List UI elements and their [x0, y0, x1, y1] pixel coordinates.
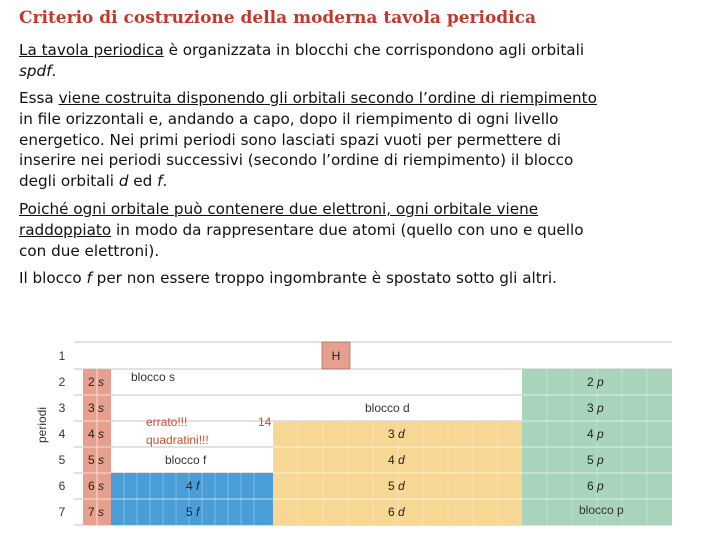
text-line: energetico. Nei primi periodi sono lasciati spazi vuoti per permettere di: [19, 130, 562, 149]
p-label-letter: p: [597, 479, 604, 493]
note-number: 14: [258, 415, 272, 429]
svg-text:2 s: [88, 375, 104, 389]
svg-text:4 d: [388, 453, 405, 467]
block-name: blocco f: [165, 453, 207, 467]
p-label-number: 6: [587, 479, 594, 493]
block-name: blocco d: [365, 401, 410, 415]
svg-text:blocco d: [365, 401, 410, 415]
svg-text:4 f: [186, 479, 201, 493]
underlined-text: La tavola periodica: [19, 41, 164, 59]
period-number: 2: [58, 375, 66, 389]
d-label-number: 3: [388, 427, 395, 441]
period-number: 6: [58, 479, 66, 493]
p-label-letter: p: [597, 401, 604, 415]
italic-text: d: [118, 172, 129, 191]
svg-text:5 s: [88, 453, 104, 467]
s-label-number: 7: [88, 505, 95, 519]
h-label: H: [331, 349, 341, 363]
d-label-number: 5: [388, 479, 395, 493]
d-label-letter: d: [398, 479, 405, 493]
text: .: [51, 61, 57, 80]
period-numbers: [59, 349, 66, 519]
svg-text:2 p: [587, 375, 604, 389]
svg-text:6 p: [587, 479, 604, 493]
p-label-letter: p: [597, 453, 604, 467]
text: ed: [128, 172, 158, 191]
underlined-text: Poiché ogni orbitale può contenere due elettroni, ogni orbitale viene: [19, 200, 539, 218]
svg-text:3 p: [587, 401, 604, 415]
svg-text:7 s: [88, 505, 104, 519]
p-label-letter: p: [597, 427, 604, 441]
f-label-letter: f: [196, 479, 200, 493]
s-label-number: 6: [88, 479, 95, 493]
svg-text:3 s: [88, 401, 104, 415]
s-label-letter: s: [98, 479, 105, 493]
block-name: blocco s: [131, 370, 176, 384]
s-label-number: 2: [88, 375, 95, 389]
note-quadratini: quadratini!!!: [146, 433, 209, 447]
text-line: con due elettroni).: [19, 241, 160, 260]
italic-text: f: [157, 172, 163, 191]
svg-text:blocco p: [579, 503, 624, 517]
s-label-letter: s: [98, 505, 105, 519]
axis-label: periodi: [35, 406, 49, 444]
svg-text:5 d: [388, 479, 405, 493]
period-number: 4: [58, 427, 66, 441]
p-label-number: 3: [587, 401, 594, 415]
f-label-number: 5: [186, 505, 193, 519]
svg-text:4 p: [587, 427, 604, 441]
note-errato: errato!!!: [146, 415, 188, 429]
text-line: inserire nei periodi successivi (secondo l’ordine di riempimento) il blocco: [19, 151, 574, 170]
italic-text: f: [86, 269, 92, 287]
s-label-letter: s: [98, 427, 105, 441]
svg-text:blocco s: [131, 370, 175, 384]
annotations: [146, 415, 272, 447]
s-label-number: 5: [88, 453, 95, 467]
period-number: 5: [58, 453, 66, 467]
s-label-letter: s: [98, 375, 105, 389]
block-name: blocco p: [579, 503, 624, 517]
p-label-number: 4: [587, 427, 594, 441]
svg-text:3 d: [388, 427, 405, 441]
f-label-number: 4: [186, 479, 193, 493]
svg-text:5 f: [186, 505, 201, 519]
period-number: 3: [58, 401, 66, 415]
text: Il blocco: [19, 269, 87, 287]
page-title: Criterio di costruzione della moderna tavola periodica: [19, 8, 536, 28]
period-number: 7: [58, 505, 66, 519]
svg-text:4 s: [88, 427, 104, 441]
text: .: [162, 172, 168, 191]
p-label-number: 5: [587, 453, 594, 467]
text: per non essere troppo ingombrante è spostato sotto gli altri.: [91, 269, 557, 287]
text: è organizzata in blocchi che corrispondono agli orbitali: [163, 41, 585, 59]
svg-text:5 p: [587, 453, 604, 467]
s-label-number: 3: [88, 401, 95, 415]
svg-text:6 d: [388, 505, 405, 519]
s-label-letter: s: [98, 453, 105, 467]
d-label-number: 4: [388, 453, 395, 467]
d-label-letter: d: [398, 505, 405, 519]
f-label-letter: f: [196, 505, 200, 519]
text: degli orbitali: [19, 172, 119, 191]
s-label-letter: s: [98, 401, 105, 415]
text: Essa: [19, 89, 59, 107]
svg-text:blocco f: [165, 453, 207, 467]
d-label-letter: d: [398, 453, 405, 467]
period-number: 1: [58, 349, 66, 363]
p-label-number: 2: [587, 375, 594, 389]
d-label-letter: d: [398, 427, 405, 441]
p-label-letter: p: [597, 375, 604, 389]
italic-text: spdf: [19, 61, 52, 80]
svg-text:6 s: [88, 479, 104, 493]
text: in modo da rappresentare due atomi (quello con uno e quello: [111, 220, 584, 239]
text-line: in file orizzontali e, andando a capo, dopo il riempimento di ogni livello: [19, 109, 559, 128]
underlined-text: viene costruita disponendo gli orbitali secondo l’ordine di riempimento: [58, 89, 597, 107]
d-label-number: 6: [388, 505, 395, 519]
s-label-number: 4: [88, 427, 95, 441]
underlined-text: raddoppiato: [19, 220, 112, 239]
